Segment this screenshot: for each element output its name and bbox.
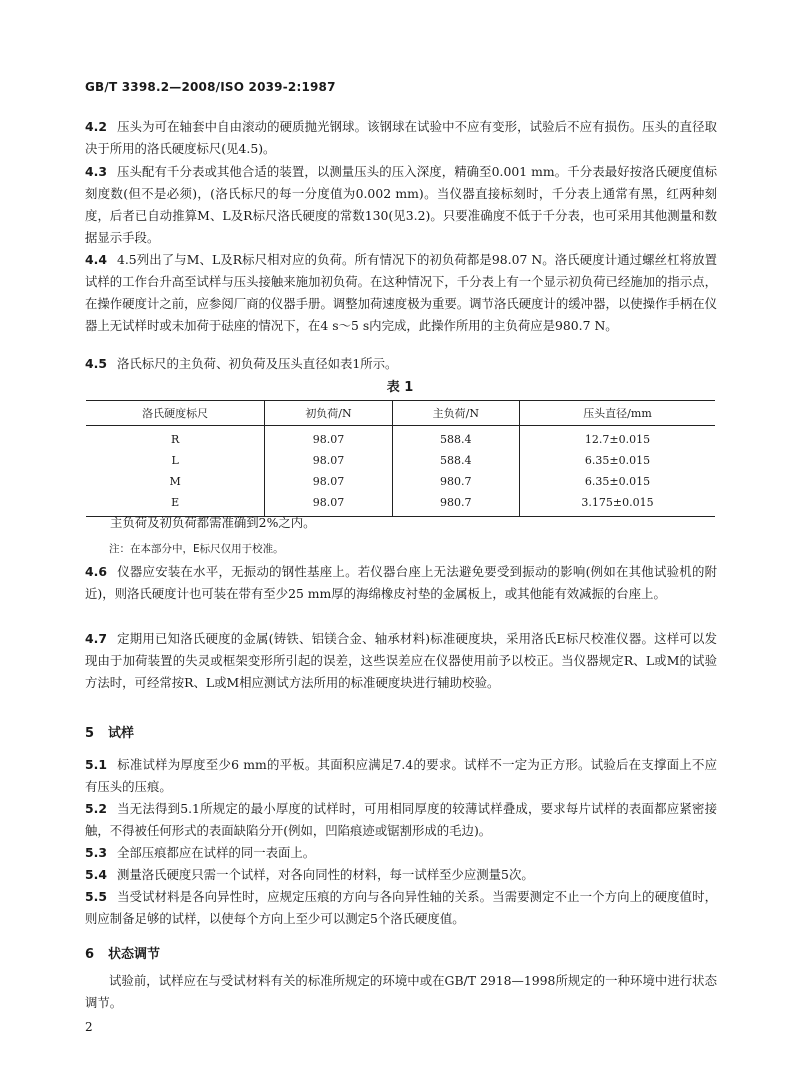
clause-text: 测量洛氏硬度只需一个试样，对各向同性的材料，每一试样至少应测量5次。 bbox=[116, 867, 534, 882]
section-6-heading bbox=[85, 943, 160, 962]
clause-4-3 bbox=[85, 161, 717, 249]
table-footnote: 主负荷及初负荷都需准确到2%之内。 bbox=[110, 515, 316, 530]
clause-number: 5.4 bbox=[85, 867, 107, 882]
table-header-row bbox=[86, 401, 715, 426]
rockwell-scale-table bbox=[86, 400, 715, 517]
section-number: 5 bbox=[85, 726, 95, 741]
table-cell: L bbox=[171, 454, 179, 467]
table-cell: M bbox=[169, 475, 181, 488]
clause-5-2 bbox=[85, 798, 717, 842]
section-title: 状态调节 bbox=[108, 947, 161, 962]
clause-text: 定期用已知洛氏硬度的金属(铸铁、铝镁合金、轴承材料)标准硬度块，采用洛氏E标尺校准仪器。这样可以发现由于加荷装置的失灵或框架变形所引起的误差，这些误差应在仪器使用前予以校正。当仪器规定R、L或M的试验方法时，可经常按R、L或M相应测试方法所用的标准硬度块进行辅助校验。 bbox=[85, 631, 717, 690]
table-row bbox=[86, 426, 715, 451]
clause-5-3 bbox=[85, 842, 717, 864]
clause-5-4 bbox=[85, 864, 717, 886]
clause-text: 压头配有千分表或其他合适的装置，以测量压头的压入深度，精确至0.001 mm。千分表最好按洛氏硬度值标刻度数(但不是必须)，(洛氏标尺的每一分度值为0.002 mm)。当仪器直接标刻时，千分表上通常有黑，红两种刻度，后者已自动推算M、L及R标尺洛氏硬度的常数130(见3.2)。只要准确度不低于千分表，也可采用其他测量和数据显示手段。 bbox=[85, 164, 717, 245]
clause-text: 当受试材料是各向异性时，应规定压痕的方向与各向异性轴的关系。当需要测定不止一个方向上的硬度值时，则应制备足够的试样，以使每个方向上至少可以测定5个洛氏硬度值。 bbox=[85, 889, 717, 926]
table-cell: 12.7±0.015 bbox=[519, 426, 715, 451]
standard-header: GB/T 3398.2—2008/ISO 2039-2:1987 bbox=[85, 80, 336, 94]
table-row bbox=[86, 471, 715, 492]
table-cell: 980.7 bbox=[392, 471, 519, 492]
clause-number: 4.6 bbox=[85, 564, 107, 579]
clause-4-2 bbox=[85, 116, 717, 160]
clause-number: 4.3 bbox=[85, 164, 107, 179]
clause-text: 全部压痕都应在试样的同一表面上。 bbox=[116, 845, 316, 860]
clause-number: 5.2 bbox=[85, 801, 107, 816]
table-note: 注：在本部分中，E标尺仅用于校准。 bbox=[109, 543, 284, 555]
section-title: 试样 bbox=[108, 726, 135, 741]
clause-text: 仪器应安装在水平，无振动的钢性基座上。若仪器台座上无法避免要受到振动的影响(例如在其他试验机的附近)，则洛氏硬度计也可装在带有至少25 mm厚的海绵橡皮衬垫的金属板上，或其他能有效减振的台座上。 bbox=[85, 564, 717, 601]
page-number: 2 bbox=[85, 1020, 93, 1034]
section-6-text: 试验前，试样应在与受试材料有关的标准所规定的环境中或在GB/T 2918—1998所规定的一种环境中进行状态调节。 bbox=[85, 973, 717, 1010]
table-cell: 98.07 bbox=[265, 492, 392, 517]
table-cell: 588.4 bbox=[392, 450, 519, 471]
table-cell: 980.7 bbox=[392, 492, 519, 517]
clause-number: 4.5 bbox=[85, 356, 107, 371]
column-header: 主负荷/N bbox=[392, 401, 519, 426]
clause-number: 5.5 bbox=[85, 889, 107, 904]
table-cell: 98.07 bbox=[265, 471, 392, 492]
clause-5-1 bbox=[85, 754, 717, 798]
table-caption: 表 1 bbox=[386, 380, 414, 395]
table-cell: R bbox=[171, 433, 180, 446]
clause-number: 4.7 bbox=[85, 631, 107, 646]
clause-text: 洛氏标尺的主负荷、初负荷及压头直径如表1所示。 bbox=[116, 356, 398, 371]
table-cell: 6.35±0.015 bbox=[519, 471, 715, 492]
table-cell: 3.175±0.015 bbox=[519, 492, 715, 517]
table-cell: 98.07 bbox=[265, 450, 392, 471]
section-number: 6 bbox=[85, 947, 95, 962]
clause-text: 压头为可在轴套中自由滚动的硬质抛光钢球。该钢球在试验中不应有变形，试验后不应有损伤。压头的直径取决于所用的洛氏硬度标尺(见4.5)。 bbox=[85, 119, 717, 156]
section-5-heading bbox=[85, 722, 134, 741]
clause-text: 当无法得到5.1所规定的最小厚度的试样时，可用相同厚度的较薄试样叠成，要求每片试样的表面都应紧密接触，不得被任何形式的表面缺陷分开(例如，凹陷痕迹或锯割形成的毛边)。 bbox=[85, 801, 717, 838]
clause-text: 标准试样为厚度至少6 mm的平板。其面积应满足7.4的要求。试样不一定为正方形。试验后在支撑面上不应有压头的压痕。 bbox=[85, 757, 717, 794]
clause-text: 4.5列出了与M、L及R标尺相对应的负荷。所有情况下的初负荷都是98.07 N。洛氏硬度计通过螺丝杠将放置试样的工作台升高至试样与压头接触来施加初负荷。在这种情况下，千分表上有一个显示初负荷已经施加的指示点，在操作硬度计之前，应参阅厂商的仪器手册。调整加荷速度极为重要。调节洛氏硬度计的缓冲器，以使操作手柄在仪器上无试样时或未加荷于砝座的情况下，在4 s～5 s内完成，此操作所用的主负荷应是980.7 N。 bbox=[85, 252, 717, 333]
clause-number: 5.1 bbox=[85, 757, 107, 772]
column-header: 压头直径/mm bbox=[519, 401, 715, 426]
clause-number: 5.3 bbox=[85, 845, 107, 860]
clause-4-5 bbox=[85, 353, 717, 375]
table-cell: 588.4 bbox=[392, 426, 519, 451]
table-cell: E bbox=[86, 492, 265, 517]
table-cell: 98.07 bbox=[265, 426, 392, 451]
clause-4-4 bbox=[85, 249, 717, 337]
column-header: 初负荷/N bbox=[265, 401, 392, 426]
table-row bbox=[86, 450, 715, 471]
clause-4-7 bbox=[85, 628, 717, 694]
clause-4-6 bbox=[85, 561, 717, 605]
table-cell: 6.35±0.015 bbox=[519, 450, 715, 471]
clause-5-5 bbox=[85, 886, 717, 930]
clause-number: 4.4 bbox=[85, 252, 107, 267]
clause-number: 4.2 bbox=[85, 119, 107, 134]
column-header: 洛氏硬度标尺 bbox=[86, 401, 265, 426]
